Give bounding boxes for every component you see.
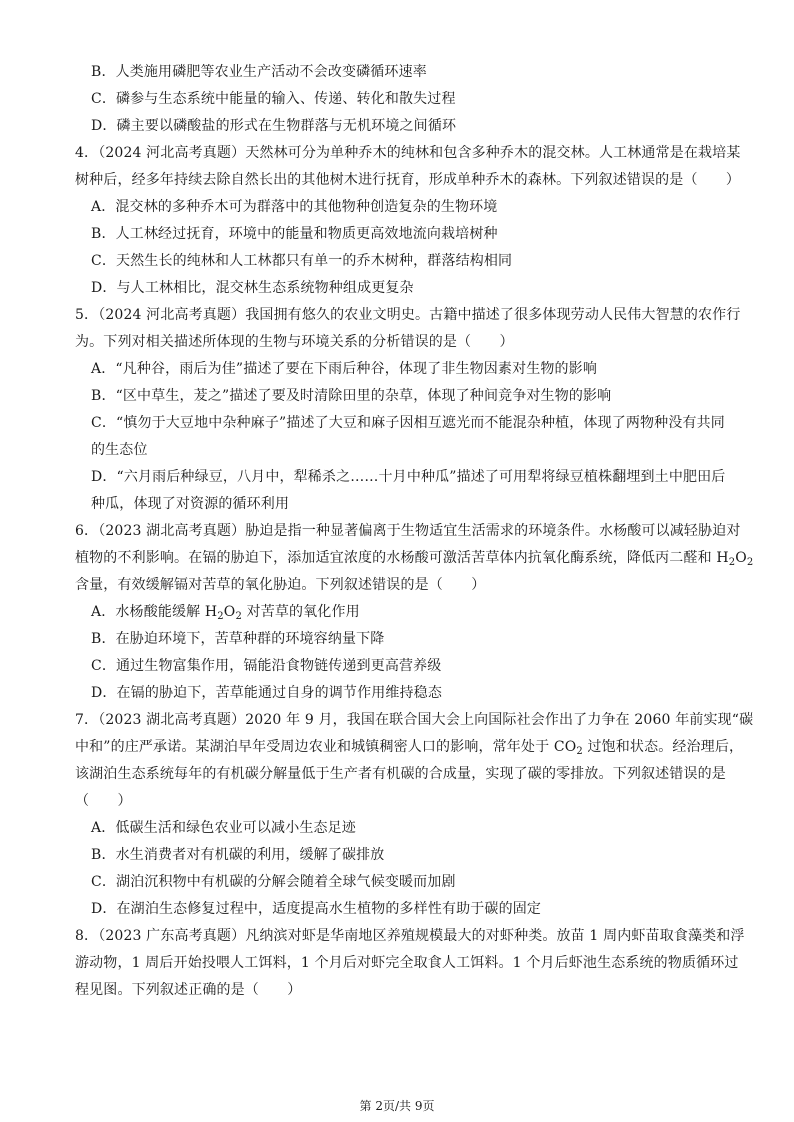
line-text: C．磷参与生态系统中能量的输入、传递、转化和散失过程 [91,91,456,107]
line-text: 程见图。下列叙述正确的是（ ） [75,982,302,998]
answer-option [91,224,498,244]
line-text: B．人工林经过抚育，环境中的能量和物质更高效地流向栽培树种 [91,226,498,242]
answer-option [91,845,384,865]
answer-option [91,116,456,136]
line-text: 6．（2023 湖北高考真题）胁迫是指一种显著偏离于生物适宜生活需求的环境条件。水杨酸可以减轻胁迫对 [75,523,741,539]
answer-option [91,683,442,703]
answer-option [91,62,427,82]
line-text: C．通过生物富集作用，镉能沿食物链传递到更高营养级 [91,658,442,674]
question-stem [75,521,740,541]
line-text: O [223,604,236,620]
answer-option [91,278,414,298]
answer-option [91,872,456,892]
line-text: C．湖泊沉积物中有机碳的分解会随着全球气候变暖而加剧 [91,874,456,890]
answer-option [91,89,456,109]
line-text: 游动物，1 周后开始投喂人工饵料，1 个月后对虾完全取食人工饵料。1 个月后虾池生态系统的物质循环过 [75,955,739,971]
line-text: 4．（2024 河北高考真题）天然林可分为单种乔木的纯林和包含多种乔木的混交林。人工林通常是在栽培某 [75,145,741,161]
subscript: 2 [576,746,583,757]
subscript: 2 [235,611,242,622]
text-line [91,494,289,514]
line-text: 为。下列对相关描述所体现的生物与环境关系的分析错误的是（ ） [75,334,514,350]
answer-option [91,413,725,433]
line-text: 树种后，经多年持续去除自然长出的其他树木进行抚育，形成单种乔木的森林。下列叙述错误的是（ ） [75,172,741,188]
line-text: D．磷主要以磷酸盐的形式在生物群落与无机环境之间循环 [91,118,457,134]
line-text: B．“区中草生，茇之”描述了要及时清除田里的杂草，体现了种间竞争对生物的影响 [91,388,612,404]
line-text: 8．（2023 广东高考真题）凡纳滨对虾是华南地区养殖规模最大的对虾种类。放苗 1 周内虾苗取食藻类和浮 [75,928,745,944]
line-text: 7．（2023 湖北高考真题）2020 年 9 月，我国在联合国大会上向国际社会作出了力争在 2060 年前实现“碳 [75,712,754,728]
text-line [75,332,514,352]
line-text: 5．（2024 河北高考真题）我国拥有悠久的农业文明史。古籍中描述了很多体现劳动人民伟大智慧的农作行 [75,307,741,323]
text-line [75,737,743,757]
answer-option [91,899,541,919]
question-stem [75,926,745,946]
answer-option [91,251,512,271]
text-line [75,170,740,190]
text-line [75,791,132,811]
line-text: 的生态位 [91,442,148,458]
line-text: A．水杨酸能缓解 H [91,604,218,620]
line-text: C．天然生长的纯林和人工林都只有单一的乔木树种，群落结构相同 [91,253,513,269]
line-text: D．与人工林相比，混交林生态系统物种组成更复杂 [91,280,414,296]
answer-option [91,629,384,649]
line-text: （ ） [75,793,132,809]
answer-option [91,359,597,379]
line-text: 中和”的庄严承诺。某湖泊早年受周边农业和城镇稠密人口的影响，常年处于 CO [75,739,577,755]
line-text: D．“六月雨后种绿豆，八月中，犁稀杀之……十月中种瓜”描述了可用犁将绿豆植株翻埋到土中肥田后 [91,469,726,485]
line-text: 植物的不利影响。在镉的胁迫下，添加适宜浓度的水杨酸可激活苦草体内抗氧化酶系统，降低丙二醛和 H [75,550,729,566]
line-text: B．人类施用磷肥等农业生产活动不会改变磷循环速率 [91,64,427,80]
text-line [91,440,148,460]
subscript: 2 [746,557,754,568]
question-stem [75,143,740,163]
answer-option [91,818,356,838]
answer-option [91,197,497,217]
line-text: 种瓜，体现了对资源的循环利用 [91,496,290,512]
answer-option [91,602,360,622]
line-text: 过饱和状态。经治理后， [582,739,744,755]
line-text: A．低碳生活和绿色农业可以减小生态足迹 [91,820,356,836]
page-footer: 第 2页/共 9页 [359,1099,435,1113]
text-line [75,575,485,595]
answer-option [91,656,441,676]
line-text: D．在镉的胁迫下，苦草能通过自身的调节作用维持稳态 [91,685,442,701]
line-text: O [735,550,747,566]
text-line [75,953,739,973]
line-text: 对苦草的氧化作用 [241,604,360,620]
line-text: A．混交林的多种乔木可为群落中的其他物种创造复杂的生物环境 [91,199,498,215]
line-text: B．在胁迫环境下，苦草种群的环境容纳量下降 [91,631,385,647]
text-line [75,980,301,1000]
question-stem [75,710,753,730]
subscript: 2 [728,557,736,568]
line-text: 该湖泊生态系统每年的有机碳分解量低于生产者有机碳的合成量，实现了碳的零排放。下列叙述错误的是 [75,766,726,782]
line-text: D．在湖泊生态修复过程中，适度提高水生植物的多样性有助于碳的固定 [91,901,542,917]
line-text: B．水生消费者对有机碳的利用，缓解了碳排放 [91,847,385,863]
question-stem [75,305,740,325]
line-text: 含量，有效缓解镉对苦草的氧化胁迫。下列叙述错误的是（ ） [75,577,486,593]
text-line [75,764,726,784]
text-line [75,548,753,568]
answer-option [91,467,725,487]
subscript: 2 [217,611,224,622]
line-text: C．“慎勿于大豆地中杂种麻子”描述了大豆和麻子因相互遮光而不能混杂种植，体现了两物种没有共同 [91,415,725,431]
line-text: A．“凡种谷，雨后为佳”描述了要在下雨后种谷，体现了非生物因素对生物的影响 [91,361,597,377]
answer-option [91,386,611,406]
